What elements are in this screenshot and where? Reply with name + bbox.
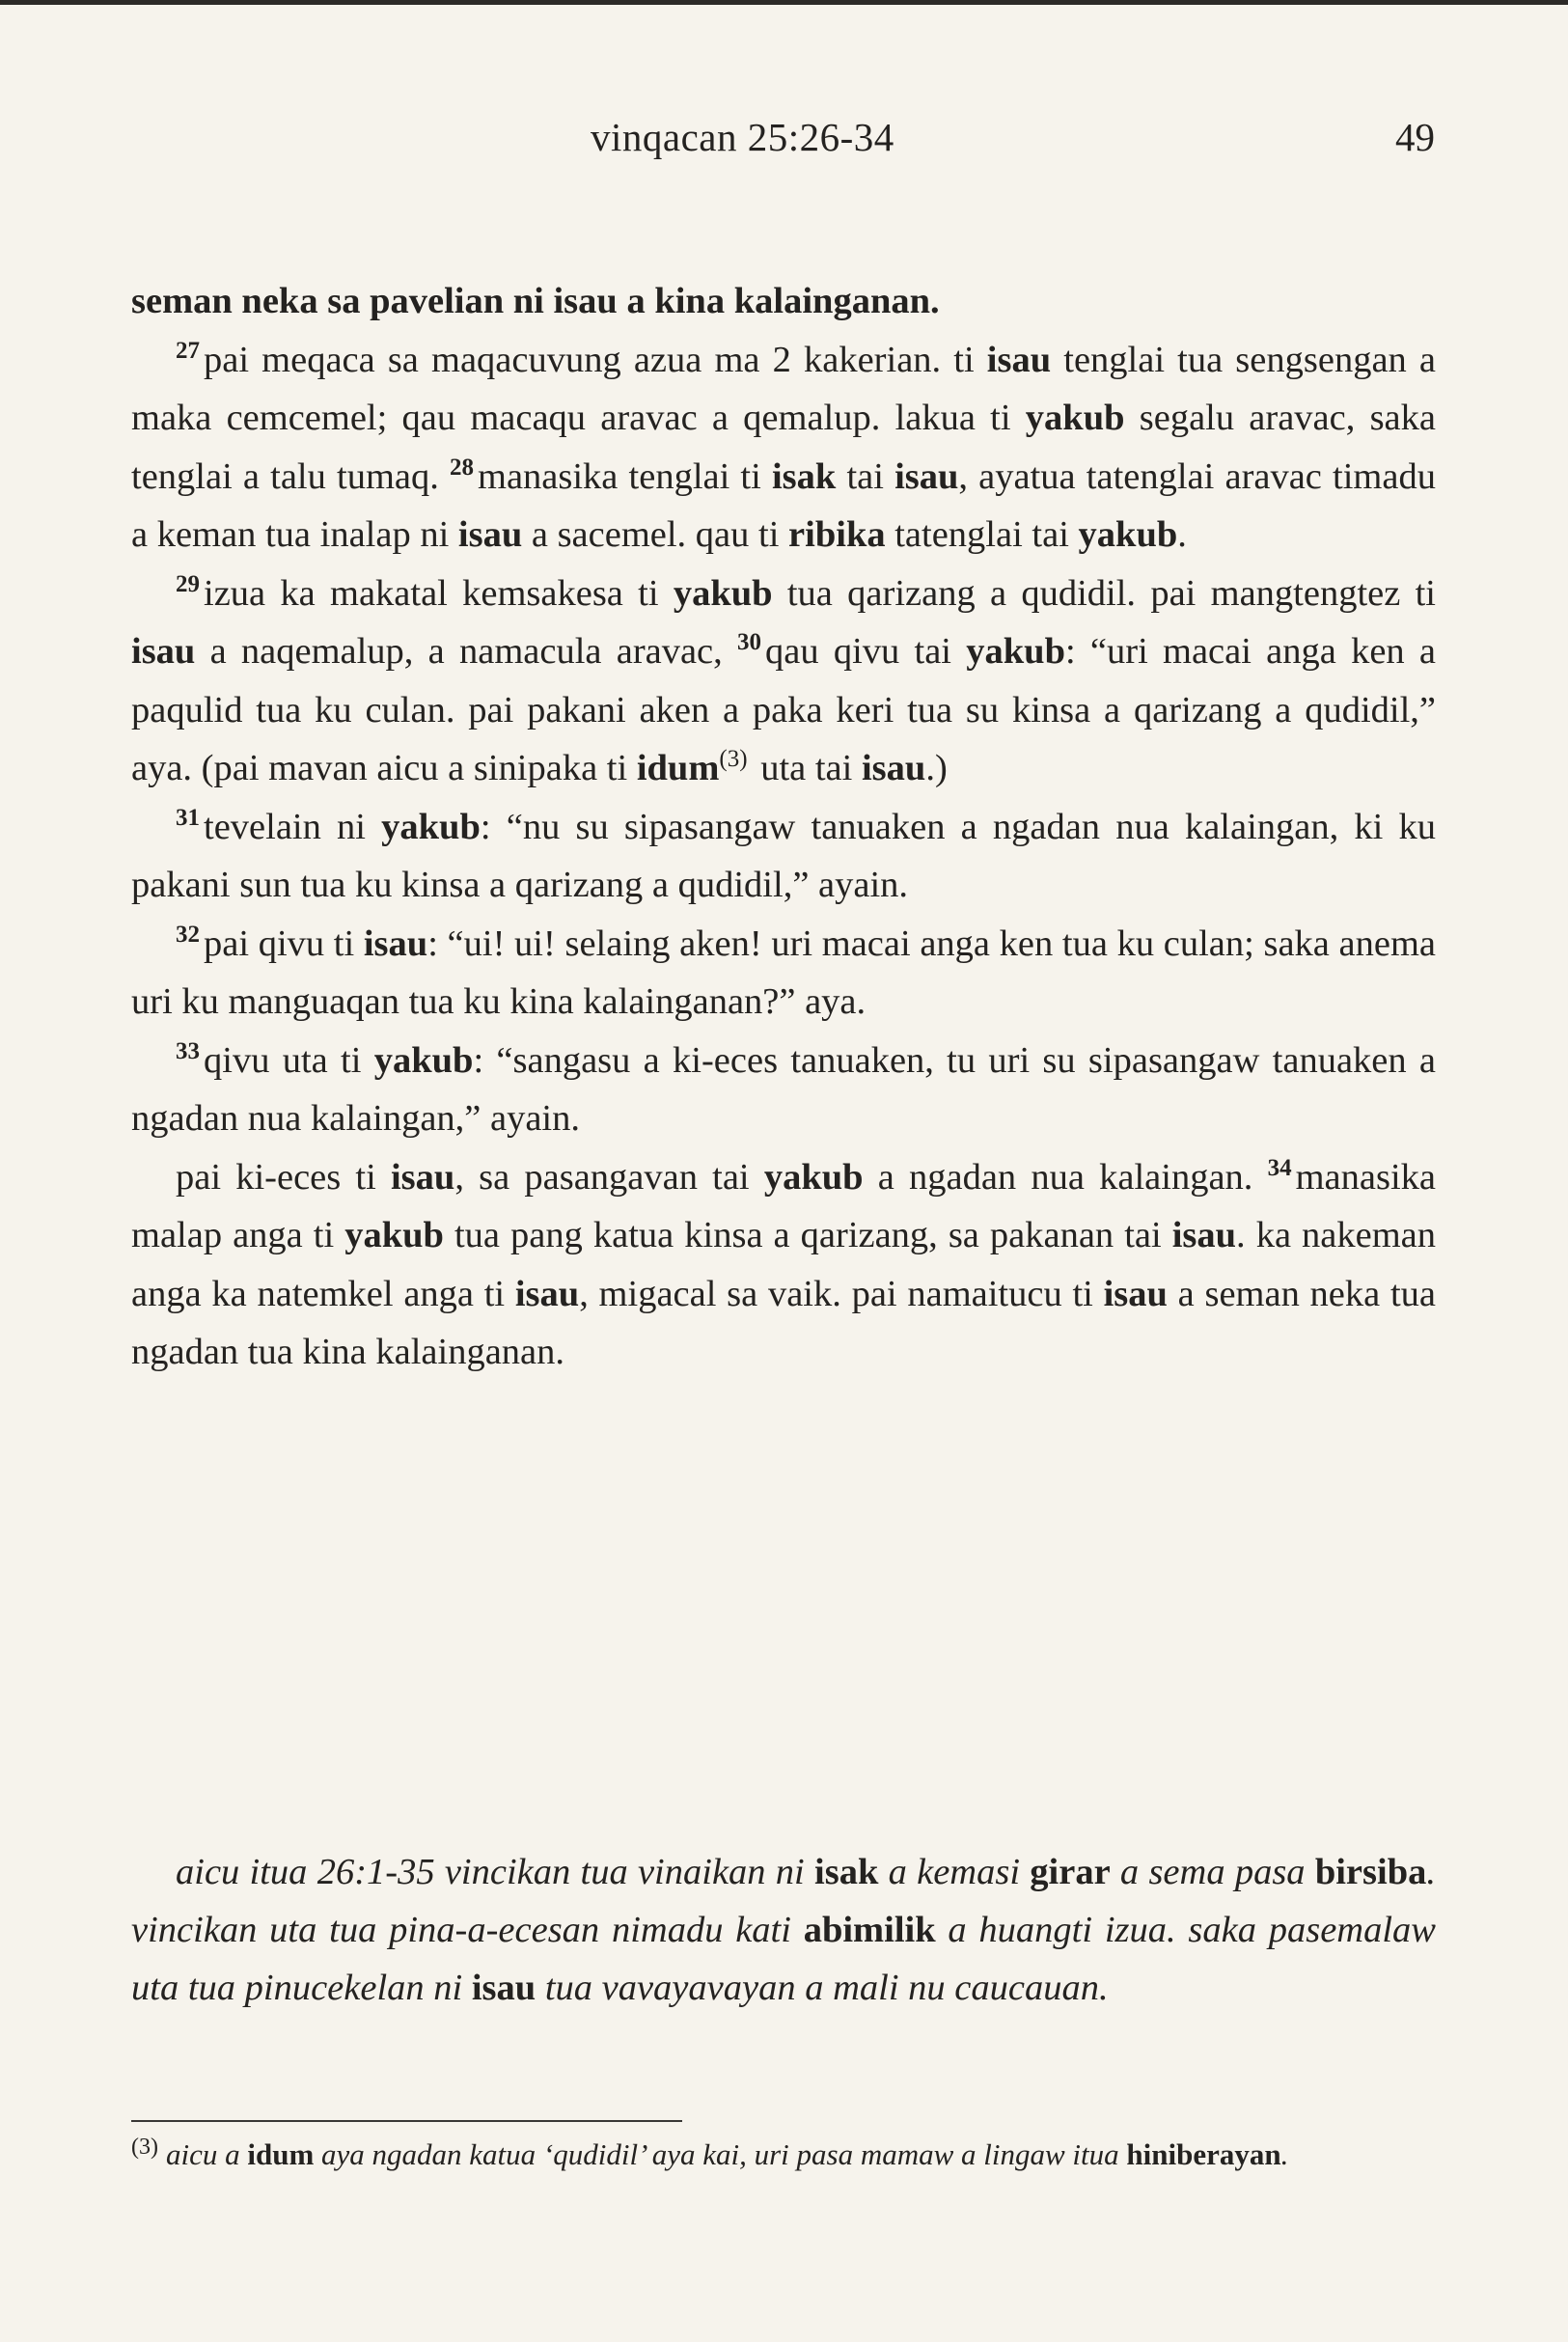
top-border — [0, 0, 1568, 5]
section-summary — [131, 1843, 1436, 2017]
text-run: manasika malap anga ti — [131, 1156, 1436, 1255]
verse-number: 28 — [450, 454, 474, 481]
verse-33-paragraph — [131, 1032, 1436, 1148]
place-birsiba: birsiba — [1314, 1852, 1427, 1892]
text-run: tenglai tua sengsengan a maka cemcemel; qau macaqu aravac a qemalup. lakua ti — [131, 339, 1436, 438]
text-run: a naqemalup, a namacula aravac, — [195, 631, 738, 672]
verse-number: 32 — [176, 921, 200, 948]
verse-27-paragraph — [131, 331, 1436, 565]
footnote-divider — [131, 2120, 682, 2122]
text-run: . ka nakeman anga ka natemkel anga ti — [131, 1215, 1437, 1314]
text-run: tua vavayavayan a mali nu caucauan. — [536, 1968, 1109, 2008]
text-run: pai meqaca sa maqacuvung azua ma 2 kakerian. ti — [204, 339, 987, 380]
text-run: a seman neka tua ngadan tua kina kalainganan. — [131, 1273, 1437, 1372]
name-isau: isau — [1103, 1273, 1168, 1314]
text-run: segalu aravac, saka tenglai a talu tumaq. — [131, 398, 1436, 497]
name-idum: idum — [247, 2137, 315, 2171]
verse-29-paragraph — [131, 565, 1436, 798]
paragraph-34 — [131, 1148, 1436, 1382]
footnote — [131, 2133, 1436, 2177]
name-isau: isau — [457, 514, 523, 555]
verse-number: 34 — [1267, 1154, 1292, 1181]
verse-number: 29 — [176, 570, 200, 597]
text-run: : “ui! ui! selaing aken! uri macai anga ken tua ku culan; saka anema uri ku manguaqan tua ku kina kalainganan?” aya. — [131, 923, 1436, 1022]
running-head: vinqacan 25:26-34 — [591, 115, 894, 159]
name-yakub: yakub — [966, 631, 1065, 672]
name-ribika: ribika — [788, 514, 886, 555]
name-yakub: yakub — [673, 572, 773, 614]
text-run: , migacal sa vaik. pai namaitucu ti — [579, 1273, 1104, 1314]
text-run: , sa pasangavan tai — [454, 1156, 764, 1198]
name-isau: isau — [363, 923, 428, 964]
text-run: : “sangasu a ki-eces tanuaken, tu uri su sipasangaw tanuaken a ngadan nua kalaingan,” ayain. — [131, 1039, 1437, 1139]
text-run: tevelain ni — [204, 806, 382, 847]
text-run: aya ngadan katua ‘qudidil’ aya kai, uri pasa mamaw a lingaw itua — [314, 2137, 1127, 2171]
footnote-reference[interactable]: (3) — [719, 746, 748, 773]
name-abimilik: abimilik — [803, 1910, 936, 1950]
name-isak: isak — [814, 1852, 879, 1892]
page-number: 49 — [1395, 115, 1435, 159]
text-run: pai ki-eces ti — [176, 1156, 391, 1198]
bold-continuation: seman neka sa pavelian ni isau a kina kalainganan. — [131, 281, 940, 321]
text-run: izua ka makatal kemsakesa ti — [204, 572, 674, 614]
text-run: qau qivu tai — [765, 631, 967, 672]
verse-31-paragraph — [131, 798, 1436, 915]
text-run: aicu itua 26:1-35 vincikan tua vinaikan ni — [176, 1852, 815, 1892]
text-run: a huangti izua. saka pasemalaw uta tua pinucekelan ni — [131, 1910, 1436, 2008]
main-text — [131, 272, 1436, 1382]
text-run: . vincikan uta tua pina-a-ecesan nimadu kati — [131, 1852, 1436, 1950]
text-run: tatenglai tai — [885, 514, 1079, 555]
name-isau: isau — [514, 1273, 580, 1314]
verse-32-paragraph — [131, 915, 1436, 1032]
name-isau: isau — [471, 1968, 536, 2008]
name-isau: isau — [131, 631, 196, 672]
section-summary-text — [131, 1843, 1436, 2017]
name-isau: isau — [861, 748, 926, 788]
name-yakub: yakub — [763, 1156, 864, 1198]
paragraph-continued — [131, 272, 1436, 331]
term-hiniberayan: hiniberayan — [1126, 2137, 1281, 2171]
text-run: tai — [836, 455, 895, 497]
name-yakub: yakub — [344, 1215, 444, 1255]
footnote-marker: (3) — [131, 2135, 158, 2161]
name-isak: isak — [771, 455, 837, 497]
name-yakub: yakub — [1078, 514, 1178, 555]
verse-number: 27 — [176, 337, 200, 364]
text-run: a sema pasa — [1110, 1852, 1315, 1892]
text-run: tua qarizang a qudidil. pai mangtengtez ti — [772, 572, 1436, 614]
name-yakub: yakub — [373, 1039, 474, 1081]
name-isau: isau — [390, 1156, 455, 1198]
text-run: tua pang katua kinsa a qarizang, sa pakanan tai — [443, 1215, 1172, 1255]
place-girar: girar — [1030, 1852, 1111, 1892]
text-run: .) — [925, 748, 948, 788]
name-yakub: yakub — [381, 806, 481, 847]
text-run: qivu uta ti — [204, 1039, 374, 1081]
text-run: aicu a — [165, 2137, 248, 2171]
text-run: a sacemel. qau ti — [522, 514, 789, 555]
text-run: : “nu su sipasangaw tanuaken a ngadan nua kalaingan, ki ku pakani sun tua ku kinsa a qarizang a qudidil,” ayain. — [131, 806, 1436, 905]
verse-number: 30 — [737, 629, 762, 656]
text-run: pai qivu ti — [204, 923, 364, 964]
name-isau: isau — [1171, 1215, 1237, 1255]
text-run: manasika tenglai ti — [478, 455, 772, 497]
name-idum: idum — [636, 748, 720, 788]
name-yakub: yakub — [1025, 398, 1125, 438]
text-run: , ayatua tatenglai aravac timadu a keman tua inalap ni — [131, 455, 1436, 555]
verse-number: 33 — [176, 1037, 200, 1064]
verse-number: 31 — [176, 804, 200, 831]
name-isau: isau — [986, 339, 1052, 380]
name-isau: isau — [894, 455, 959, 497]
page-header — [0, 114, 1568, 172]
text-run: . — [1280, 2137, 1289, 2171]
text-run: uta tai — [751, 748, 862, 788]
text-run: . — [1177, 514, 1187, 555]
text-run: : “uri macai anga ken a paqulid tua ku culan. pai pakani aken a paka keri tua su kinsa a qarizang a qudidil,” aya. (pai mavan aicu a sinipaka ti — [131, 631, 1436, 788]
text-run: a ngadan nua kalaingan. — [863, 1156, 1268, 1198]
text-run: a kemasi — [878, 1852, 1031, 1892]
